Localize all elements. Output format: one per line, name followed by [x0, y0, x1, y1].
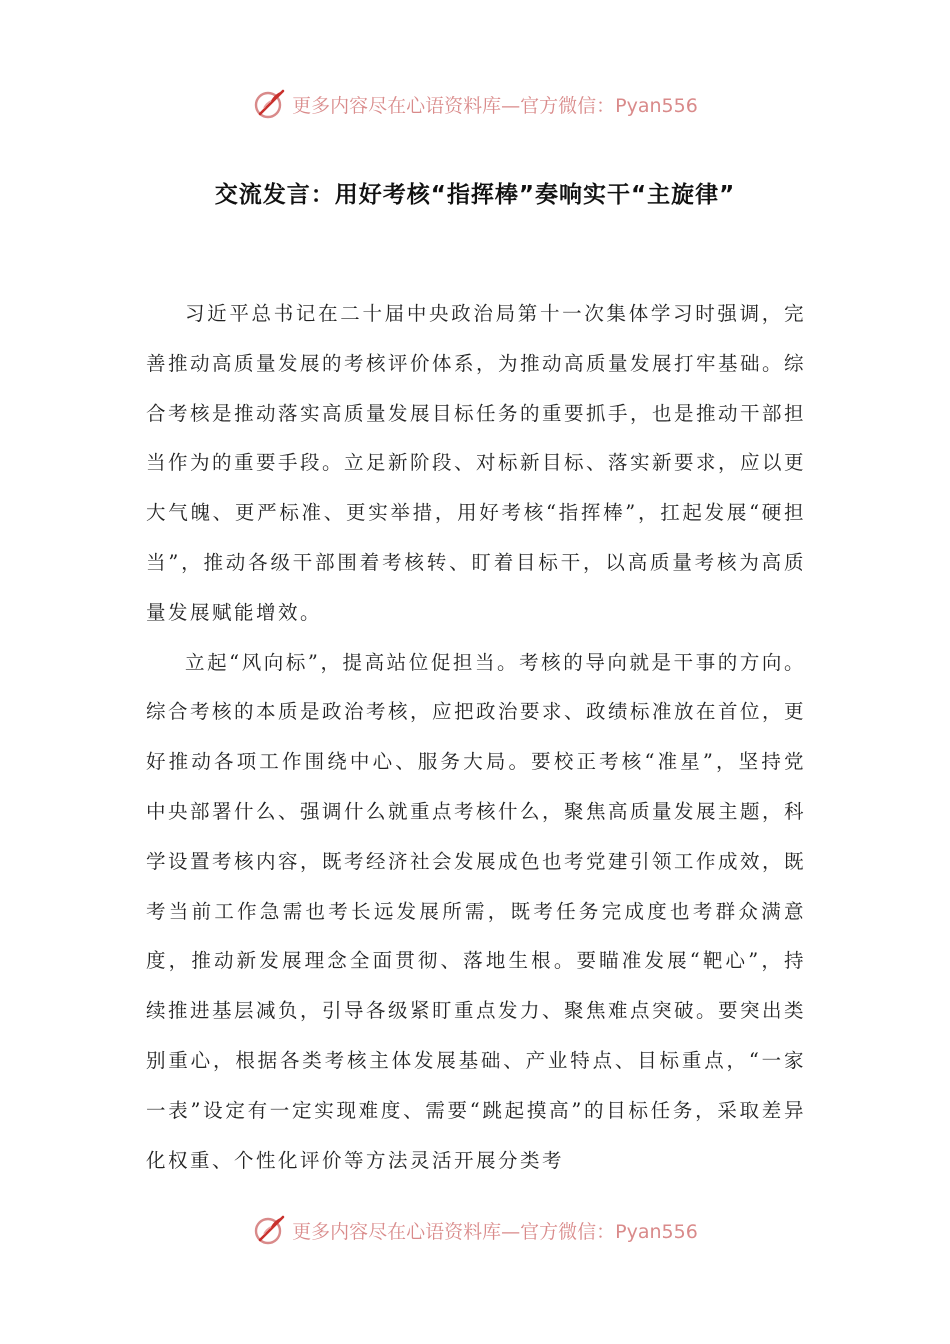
watermark-text: 更多内容尽在心语资料库—官方微信：Pyan556 — [292, 94, 698, 117]
document-body — [146, 289, 806, 1185]
wechat-id: Pyan556 — [615, 1220, 698, 1243]
paragraph-1: 习近平总书记在二十届中央政治局第十一次集体学习时强调，完善推动高质量发展的考核评价体系，为推动高质量发展打牢基础。综合考核是推动落实高质量发展目标任务的重要抓手，也是推动干部担当作为的重要手段。立足新阶段、对标新目标、落实新要求，应以更大气魄、更严标准、更实举措，用好考核“指挥棒”，扛起发展“硬担当”，推动各级干部围着考核转、盯着目标干，以高质量考核为高质量发展赋能增效。 — [146, 302, 807, 624]
quill-logo-icon — [252, 1212, 288, 1248]
wechat-id: Pyan556 — [615, 94, 698, 117]
watermark-banner-bottom — [0, 1210, 950, 1250]
watermark-text: 更多内容尽在心语资料库—官方微信：Pyan556 — [292, 1220, 698, 1243]
document-title: 交流发言：用好考核“指挥棒”奏响实干“主旋律” — [214, 182, 736, 208]
watermark-banner-top — [0, 84, 950, 124]
quill-logo-icon — [252, 86, 288, 122]
paragraph-2: 立起“风向标”，提高站位促担当。考核的导向就是干事的方向。综合考核的本质是政治考核，应把政治要求、政绩标准放在首位，更好推动各项工作围绕中心、服务大局。要校正考核“准星”，坚持党中央部署什么、强调什么就重点考核什么，聚焦高质量发展主题，科学设置考核内容，既考经济社会发展成色也考党建引领工作成效，既考当前工作急需也考长远发展所需，既考任务完成度也考群众满意度，推动新发展理念全面贯彻、落地生根。要瞄准发展“靶心”，持续推进基层减负，引导各级紧盯重点发力、聚焦难点突破。要突出类别重心，根据各类考核主体发展基础、产业特点、目标重点，“一家一表”设定有一定实现难度、需要“跳起摸高”的目标任务，采取差异化权重、个性化评价等方法灵活开展分类考 — [146, 650, 807, 1172]
